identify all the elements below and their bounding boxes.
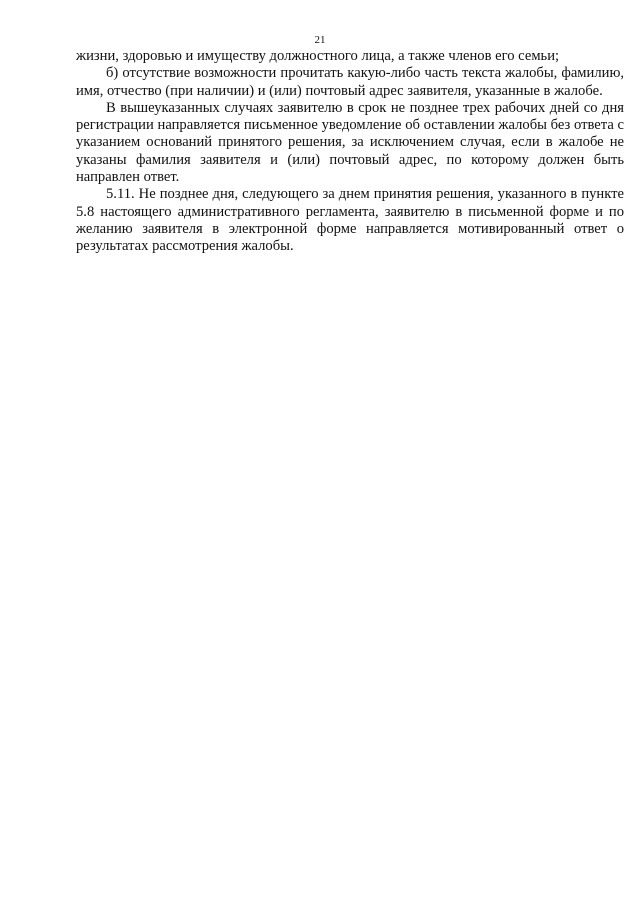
document-body [76,48,624,256]
page-number: 21 [314,34,326,46]
paragraph-item-b: б) отсутствие возможности прочитать какую-либо часть текста жалобы, фамилию, имя, отчество (при наличии) и (или) почтовый адрес заявителя, указанные в жалобе. [76,65,624,99]
paragraph-continuation: жизни, здоровью и имуществу должностного лица, а также членов его семьи; [76,48,560,64]
paragraph-5-11: 5.11. Не позднее дня, следующего за днем принятия решения, указанного в пункте 5.8 настоящего административного регламента, заявителю в письменной форме и по желанию заявителя в электронной форме направляется мотивированный ответ о результатах рассмотрения жалобы. [76,186,624,255]
paragraph-notification: В вышеуказанных случаях заявителю в срок не позднее трех рабочих дней со дня регистрации направляется письменное уведомление об оставлении жалобы без ответа с указанием оснований принятого решения, за исключением случая, если в жалобе не указаны фамилия заявителя и (или) почтовый адрес, по которому должен быть направлен ответ. [76,99,624,186]
